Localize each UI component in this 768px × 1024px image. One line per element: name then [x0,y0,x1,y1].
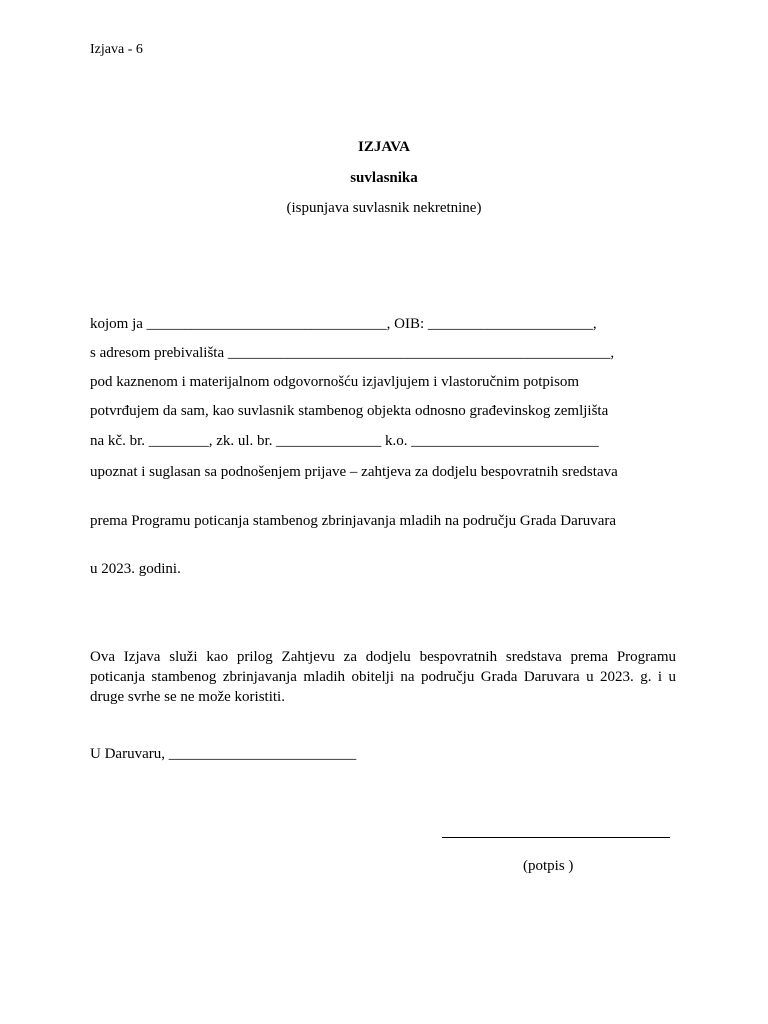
signature-label: (potpis ) [523,858,574,874]
statement-paragraph: Ova Izjava služi kao prilog Zahtjevu za dodjelu bespovratnih sredstava prema Programu poticanja stambenog zbrinjavanja mladih obitelji na području Grada Daruvara u 2023. g. i u druge svrhe se ne može koristiti. [90,649,676,705]
form-line-confirm: potvrđujem da sam, kao suvlasnik stambenog objekta odnosno građevinskog zemljišta [90,403,609,419]
form-line-address: s adresom prebivališta ___________________________________________________, [90,345,615,361]
form-line-name-oib: kojom ja ________________________________, OIB: ______________________, [90,316,597,332]
document-header: Izjava - 6 [90,42,143,57]
document-note: (ispunjava suvlasnik nekretnine) [286,200,482,216]
form-line-year: u 2023. godini. [90,561,181,577]
form-line-program: prema Programu poticanja stambenog zbrinjavanja mladih na području Grada Daruvara [90,513,617,529]
document-title: IZJAVA [358,139,410,155]
signature-line [442,837,670,838]
form-line-liability: pod kaznenom i materijalnom odgovornošću izjavljujem i vlastoručnim potpisom [90,374,580,390]
form-line-parcel: na kč. br. ________, zk. ul. br. ______________ k.o. _________________________ [90,433,599,449]
document-subtitle: suvlasnika [350,170,418,186]
form-line-consent: upoznat i suglasan sa podnošenjem prijave – zahtjeva za dodjelu bespovratnih sredstava [90,464,618,480]
place-date-line: U Daruvaru, _________________________ [90,746,357,762]
